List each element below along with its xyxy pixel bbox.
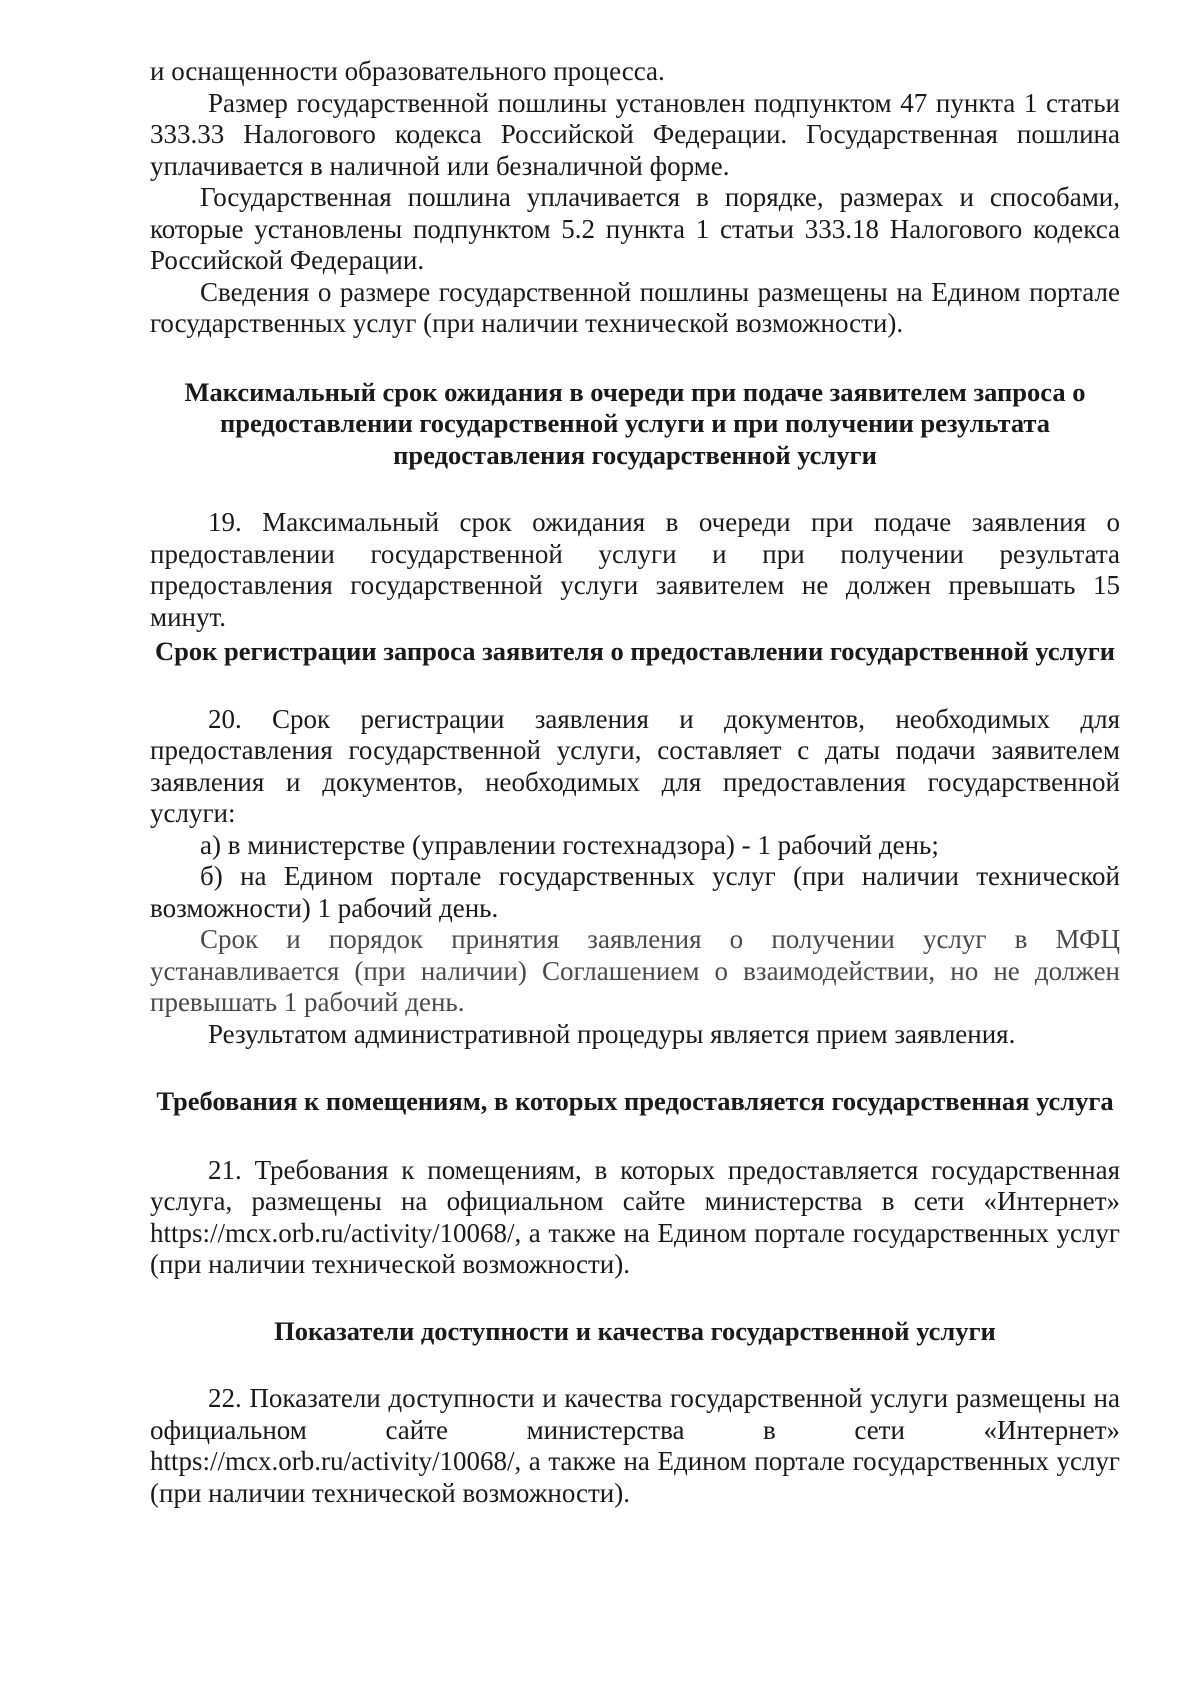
- paragraph-fee-order: Государственная пошлина уплачивается в порядке, размерах и способами, которые установлены подпунктом 5.2 пункта 1 статьи 333.18 Налогового кодекса Российской Федерации.: [150, 182, 1120, 275]
- paragraph-20-a: а) в министерстве (управлении гостехнадзора) - 1 рабочий день;: [200, 829, 939, 860]
- paragraph-19: 19. Максимальный срок ожидания в очереди при подаче заявления о предоставлении государственной услуги и при получении результата предоставления государственной услуги заявителем не должен превышать 15 минут.: [150, 507, 1120, 632]
- paragraph-20-mfc: Срок и порядок принятия заявления о получении услуг в МФЦ устанавливается (при наличии) Соглашением о взаимодействии, но не должен превышать 1 рабочий день.: [150, 924, 1120, 1017]
- paragraph-20-b: б) на Едином портале государственных услуг (при наличии технической возможности) 1 рабочий день.: [150, 861, 1120, 923]
- paragraph-intro-tail: и оснащенности образовательного процесса.: [150, 56, 665, 86]
- section-heading-queue: Максимальный срок ожидания в очереди при подаче заявителем запроса о предоставлении государственной услуги и при получении результата предоставления государственной услуги: [184, 376, 1086, 470]
- paragraph-fee-info: Сведения о размере государственной пошлины размещены на Едином портале государственных услуг (при наличии технической возможности).: [150, 276, 1120, 338]
- document-page: [150, 56, 1120, 1509]
- paragraph-21: 21. Требования к помещениям, в которых предоставляется государственная услуга, размещены на официальном сайте министерства в сети «Интернет» https://mcx.orb.ru/activity/10068/, а также на Едином портале государственных услуг (при наличии технической возможности).: [150, 1154, 1120, 1279]
- section-heading-premises: Требования к помещениям, в которых предоставляется государственная услуга: [156, 1086, 1114, 1116]
- section-heading-registration: Срок регистрации запроса заявителя о предоставлении государственной услуги: [154, 636, 1116, 666]
- paragraph-20: 20. Срок регистрации заявления и документов, необходимых для предоставления государственной услуги, составляет с даты подачи заявителем заявления и документов, необходимых для предоставления государственной услуги:: [150, 703, 1120, 828]
- paragraph-fee-size: Размер государственной пошлины установлен подпунктом 47 пункта 1 статьи 333.33 Налогового кодекса Российской Федерации. Государственная пошлина уплачивается в наличной или безналичной форме.: [150, 87, 1120, 181]
- paragraph-22: 22. Показатели доступности и качества государственной услуги размещены на официальном сайте министерства в сети «Интернет» https://mcx.orb.ru/activity/10068/, а также на Едином портале государственных услуг (при наличии технической возможности).: [150, 1383, 1120, 1508]
- paragraph-20-result: Результатом административной процедуры является прием заявления.: [208, 1018, 1016, 1049]
- section-heading-indicators: Показатели доступности и качества государственной услуги: [274, 1315, 996, 1346]
